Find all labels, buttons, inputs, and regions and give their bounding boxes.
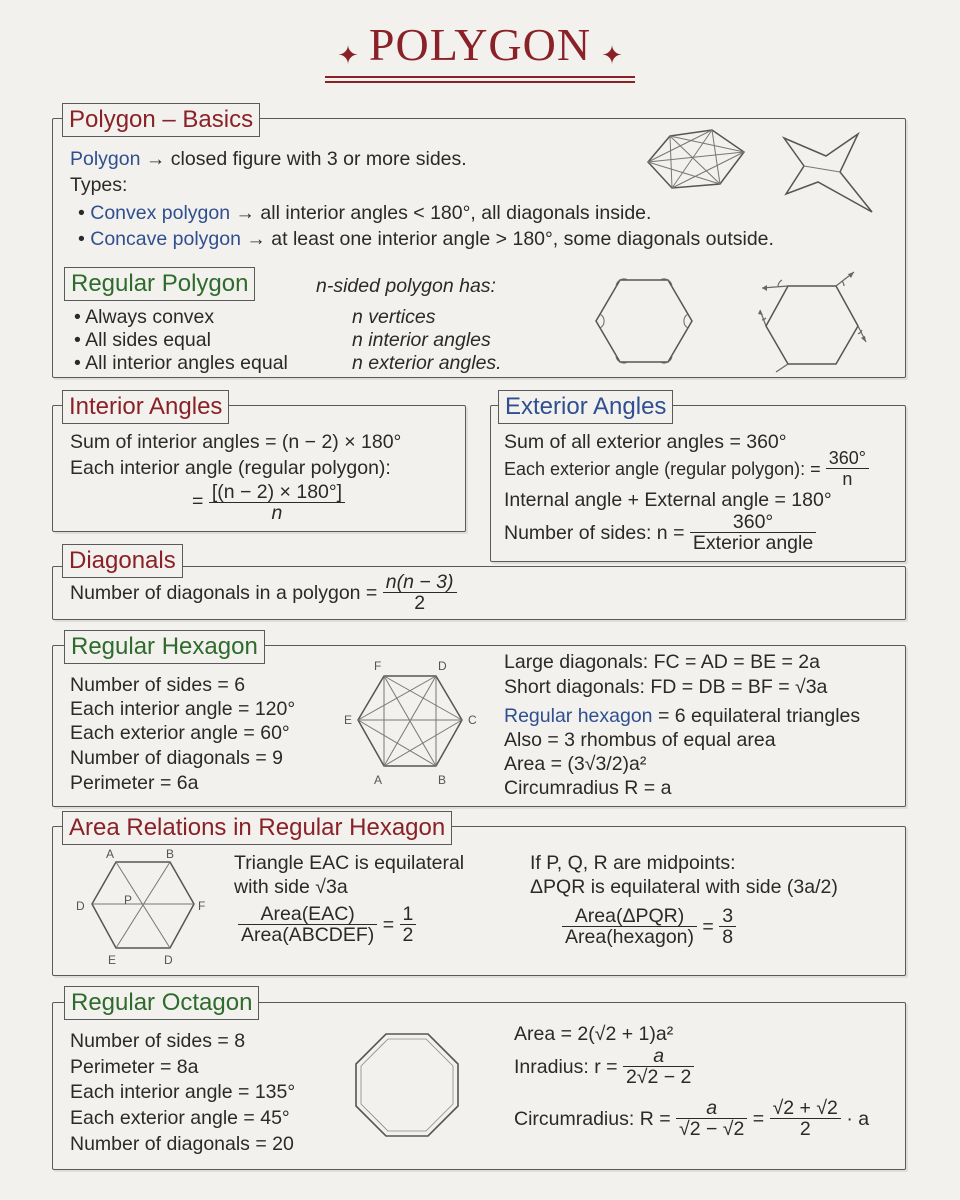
equals-sign: = [192,490,204,513]
page-title: POLYGON [368,19,592,70]
regular-hexagon-header: Regular Hexagon [64,630,265,664]
large-diagonals: Large diagonals: FC = AD = BE = 2a [504,651,820,673]
fraction-denominator: Exterior angle [692,532,814,554]
hexagon-interior-angles-figure [592,276,696,366]
hexagon-triangles-text: = 6 equilateral triangles [652,705,861,727]
number-of-sides-formula [504,512,816,553]
fraction-denominator: 2 [799,1118,811,1140]
regular-polygon-header: Regular Polygon [64,267,255,301]
fraction-denominator: √2 − √2 [679,1118,745,1140]
hexagon-area-figure [74,848,214,968]
basics-header: Polygon – Basics [62,103,260,137]
interior-angles-header: Interior Angles [62,390,229,424]
exterior-sum-formula: Sum of all exterior angles = 360° [504,431,787,453]
area-relations-header: Area Relations in Regular Hexagon [62,811,452,845]
fraction-numerator: a [676,1098,747,1119]
vertex-label: D [438,659,447,673]
hexagon-triangles [504,704,860,728]
regular-hexagon-term: Regular hexagon [504,705,653,727]
polygon-term: Polygon [70,148,141,170]
fraction-denominator: 2√2 − 2 [625,1066,692,1088]
eac-statement: Triangle EAC is equilateral [234,852,465,874]
octagon-inradius [514,1046,694,1087]
fraction-numerator: √2 + √2 [770,1098,841,1119]
vertex-label: D [76,899,85,913]
title-block [0,18,960,71]
concave-term: Concave polygon [90,228,241,250]
vertex-label: F [198,899,206,913]
fraction-numerator: 3 [719,906,736,927]
diagonals-header: Diagonals [62,544,183,578]
eac-area-ratio [238,904,416,945]
interior-each-label: Each interior angle (regular polygon): [70,457,391,479]
interior-sum-formula: Sum of interior angles = (n − 2) × 180° [70,431,402,453]
hexagon-fact: Perimeter = 6a [70,772,199,794]
circumradius-label: Circumradius: R = [514,1107,671,1130]
number-of-sides-label: Number of sides: n = [504,521,685,544]
vertex-label: E [108,953,117,967]
regular-octagon-header: Regular Octagon [64,986,259,1020]
fraction-numerator: 360° [826,448,869,469]
octagon-figure [352,1030,462,1140]
octagon-circumradius [514,1098,869,1139]
internal-external-formula: Internal angle + External angle = 180° [504,489,832,511]
inradius-label: Inradius: r = [514,1055,618,1078]
exterior-each-label: Each exterior angle (regular polygon): = [504,458,821,479]
equals-sign: = [752,1107,765,1130]
vertex-label: P [124,893,133,907]
fraction-numerator: n(n − 3) [383,572,457,593]
convex-line: • Convex polygon → all interior angles < 180°, all diagonals inside. [78,202,652,224]
hexagon-fact: Number of diagonals = 9 [70,747,284,769]
hexagon-exterior-angles-figure [758,268,868,372]
vertex-label: D [164,953,173,967]
hexagon-area: Area = (3√3/2)a² [504,753,647,775]
vertex-label: A [106,847,115,861]
title-underline [325,76,635,78]
diagonals-formula [70,572,457,613]
fraction-numerator: 1 [400,904,417,925]
vertex-label: A [374,773,383,787]
vertex-label: B [166,847,175,861]
convex-text: → all interior angles < 180°, all diagonals inside. [230,202,652,224]
fraction-denominator: 2 [414,592,426,614]
sparkle-icon: ✦ [601,40,623,71]
pqr-statement: ΔPQR is equilateral with side (3a/2) [530,876,838,898]
fraction-numerator: Area(ΔPQR) [562,906,697,927]
octagon-fact: Number of diagonals = 20 [70,1133,294,1155]
fraction-numerator: a [623,1046,694,1067]
n-sided-label: n-sided polygon has: [316,275,496,297]
sparkle-icon: ✦ [337,40,359,71]
pqr-area-ratio [562,906,736,947]
octagon-fact: Each exterior angle = 45° [70,1107,290,1129]
hexagon-rhombus: Also = 3 rhombus of equal area [504,729,776,751]
diagonals-label: Number of diagonals in a polygon = [70,581,378,604]
convex-polygon-figure [640,122,750,202]
midpoints-statement: If P, Q, R are midpoints: [530,852,736,874]
regular-prop: n vertices [352,306,436,328]
fraction-denominator: n [842,469,853,489]
hexagon-fact: Each interior angle = 120° [70,698,296,720]
types-label: Types: [70,174,128,196]
regular-bullet: • Always convex [74,306,215,328]
vertex-label: C [468,713,477,727]
hexagon-diagonals-figure [336,656,486,790]
vertex-label: B [438,773,447,787]
equals-sign: = [382,913,395,936]
fraction-denominator: Area(ABCDEF) [241,924,375,946]
octagon-area: Area = 2(√2 + 1)a² [514,1023,674,1045]
polygon-definition-text: → closed figure with 3 or more sides. [140,148,467,170]
equals-sign: = [702,915,714,938]
regular-prop: n interior angles [352,329,491,351]
regular-prop: n exterior angles. [352,352,502,374]
concave-line: • Concave polygon → at least one interior angle > 180°, some diagonals outside. [78,228,774,250]
regular-bullet: • All interior angles equal [74,352,288,374]
fraction-denominator: 8 [722,926,734,948]
fraction-denominator: Area(hexagon) [565,926,694,948]
multiply-a: · a [846,1107,870,1130]
exterior-angles-header: Exterior Angles [498,390,673,424]
concave-text: → at least one interior angle > 180°, some diagonals outside. [240,228,774,250]
vertex-label: F [374,659,382,673]
octagon-fact: Number of sides = 8 [70,1030,246,1052]
regular-bullet: • All sides equal [74,329,211,351]
fraction-denominator: n [271,502,283,524]
title-underline [325,81,635,83]
hexagon-fact: Number of sides = 6 [70,674,246,696]
octagon-fact: Each interior angle = 135° [70,1081,296,1103]
fraction-denominator: 2 [402,924,414,946]
convex-term: Convex polygon [90,202,231,224]
fraction-numerator: 360° [690,512,816,533]
polygon-definition [70,147,467,171]
exterior-each-formula [504,448,869,489]
vertex-label: E [344,713,353,727]
hexagon-circumradius: Circumradius R = a [504,777,672,799]
fraction-numerator: [(n − 2) × 180°] [209,482,345,503]
concave-polygon-figure [780,128,880,218]
short-diagonals: Short diagonals: FD = DB = BF = √3a [504,676,828,698]
octagon-fact: Perimeter = 8a [70,1056,199,1078]
fraction-numerator: Area(EAC) [238,904,377,925]
hexagon-fact: Each exterior angle = 60° [70,722,290,744]
interior-each-formula [192,482,345,523]
eac-side: with side √3a [234,876,348,898]
